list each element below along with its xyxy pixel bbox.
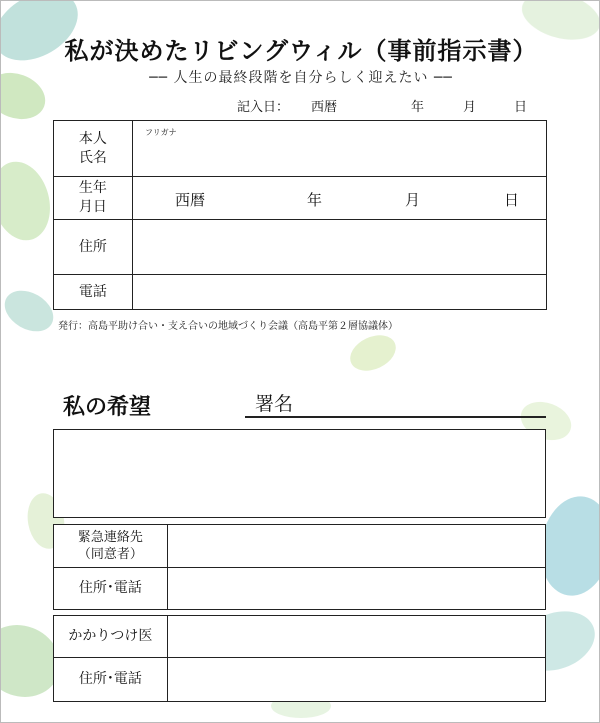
doctor-label: かかりつけ医 — [54, 616, 168, 658]
phone-field[interactable] — [132, 275, 546, 310]
document-subtitle: ── 人生の最終段階を自分らしく迎えたい ── — [149, 70, 453, 86]
address-label: 住所 — [54, 220, 133, 275]
entry-date-era: 西暦 — [311, 100, 338, 115]
emergency-contact-table — [53, 524, 546, 610]
doctor-address-phone-label: 住所･電話 — [54, 658, 168, 702]
doctor-field[interactable] — [167, 616, 545, 658]
doctor-address-phone-field[interactable] — [167, 658, 545, 702]
personal-info-table — [53, 120, 547, 310]
name-label: 本人 氏名 — [54, 121, 133, 177]
birth-year: 年 — [307, 191, 323, 209]
signature-line[interactable] — [245, 416, 546, 418]
furigana-label: フリガナ — [145, 128, 177, 137]
birth-month: 月 — [405, 191, 421, 209]
birthdate-label: 生年 月日 — [54, 177, 133, 220]
signature-label: 署名 — [255, 393, 294, 415]
entry-date-label: 記入日： — [237, 100, 290, 115]
name-field[interactable] — [132, 121, 546, 177]
wishes-title: 私の希望 — [63, 395, 152, 420]
wishes-box[interactable] — [53, 429, 546, 518]
doctor-table — [53, 615, 546, 702]
publisher-note: 発行：高島平助け合い・支え合いの地域づくり会議（高島平第２層協議体） — [58, 321, 398, 332]
address-field[interactable] — [132, 220, 546, 275]
emergency-contact-label: 緊急連絡先 （同意者） — [54, 525, 168, 568]
phone-label: 電話 — [54, 275, 133, 310]
entry-date-month: 月 — [463, 100, 477, 115]
emergency-contact-field[interactable] — [167, 525, 545, 568]
document-title: 私が決めたリビングウィル（事前指示書） — [64, 37, 538, 65]
emergency-address-phone-label: 住所･電話 — [54, 568, 168, 610]
emergency-address-phone-field[interactable] — [167, 568, 545, 610]
entry-date-year: 年 — [411, 100, 425, 115]
birth-day: 日 — [504, 191, 520, 209]
entry-date-day: 日 — [514, 100, 528, 115]
birth-era: 西暦 — [175, 191, 206, 209]
